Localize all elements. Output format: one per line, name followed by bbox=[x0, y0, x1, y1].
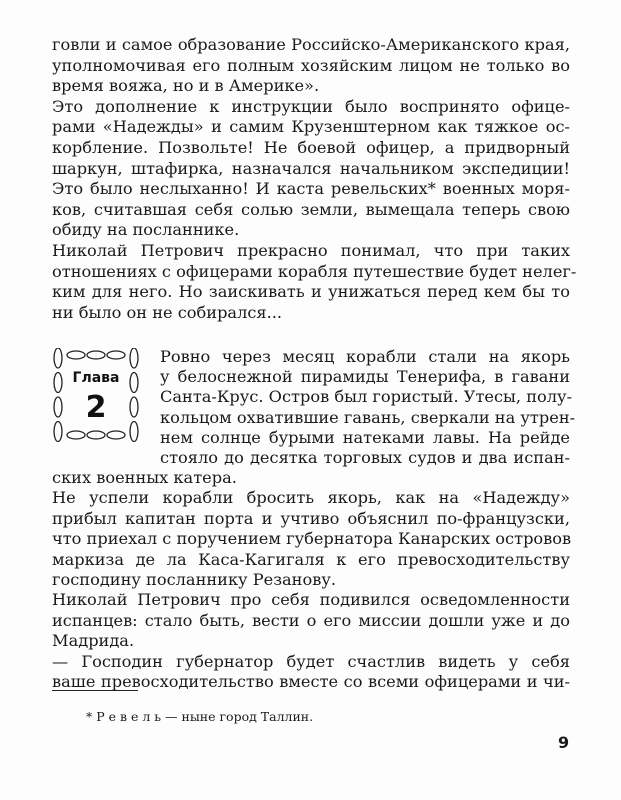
text-line: ваше превосходительство вместе со всеми офицерами и чи- bbox=[52, 672, 570, 691]
text-line: Николай Петрович про себя подивился осведомленности bbox=[52, 590, 570, 610]
text-line: Не успели корабли бросить якорь, как на «Надежду» bbox=[52, 488, 570, 508]
text-line: шаркун, штафирка, назначался начальником экспедиции! bbox=[52, 158, 570, 178]
text-line: кольцом охватившие гавань, сверкали на утрен- bbox=[160, 407, 576, 427]
text-line: маркиза де ла Каса-Кагигаля к его превосходительству bbox=[52, 549, 570, 569]
chapter-label: Глава bbox=[72, 370, 120, 386]
chapter-number: 2 bbox=[85, 390, 107, 425]
text-line: Это было неслыханно! И каста ревельских* военных моря- bbox=[52, 179, 570, 199]
text-line: Мадрида. bbox=[52, 631, 135, 651]
text-line: что приехал с поручением губернатора Канарских островов bbox=[52, 529, 572, 549]
chapter-heading bbox=[52, 348, 140, 442]
text-line: корбление. Позвольте! Не боевой офицер, а придворный bbox=[52, 138, 570, 157]
text-line: обиду на посланнике. bbox=[52, 220, 240, 240]
text-line: Ровно через месяц корабли стали на якорь bbox=[160, 347, 570, 366]
text-line: испанцев: стало быть, вести о его миссии дошли уже и до bbox=[52, 610, 570, 630]
text-line: уполномочивая его полным хозяйским лицом не только во bbox=[52, 55, 570, 75]
text-line: Это дополнение к инструкции было воспринято офице- bbox=[52, 96, 570, 116]
text-line: господину посланнику Резанову. bbox=[52, 570, 337, 589]
text-line: ских военных катера. bbox=[52, 468, 237, 487]
text-line: ков, считавшая себя солью земли, вымещала теперь свою bbox=[52, 199, 570, 219]
text-line: нем солнце бурыми натеками лавы. На рейде bbox=[160, 427, 570, 447]
footnote: * Р е в е л ь — ныне город Таллин. bbox=[86, 709, 314, 724]
text-line: Николай Петрович прекрасно понимал, что при таких bbox=[52, 241, 570, 260]
text-line: прибыл капитан порта и учтиво объяснил по-французски, bbox=[52, 508, 570, 528]
text-line: время вояжа, но и в Америке». bbox=[52, 76, 320, 96]
text-line: ни было он не собирался... bbox=[52, 302, 283, 322]
text-line: стояло до десятка торговых судов и два испан- bbox=[160, 448, 570, 467]
text-line: Санта-Крус. Остров был гористый. Утесы, полу- bbox=[160, 387, 573, 407]
text-line: говли и самое образование Российско-Американского края, bbox=[52, 35, 570, 54]
text-line: у белоснежной пирамиды Тенерифа, в гавани bbox=[160, 367, 570, 387]
footnote-rule bbox=[52, 690, 138, 691]
text-line: отношениях с офицерами корабля путешествие будет нелег- bbox=[52, 261, 577, 281]
text-line: рами «Надежды» и самим Крузенштерном как тяжкое ос- bbox=[52, 117, 570, 137]
text-line: ким для него. Но заискивать и унижаться перед кем бы то bbox=[52, 282, 570, 302]
page-number: 9 bbox=[558, 733, 570, 752]
text-line: — Господин губернатор будет счастлив видеть у себя bbox=[52, 651, 570, 671]
